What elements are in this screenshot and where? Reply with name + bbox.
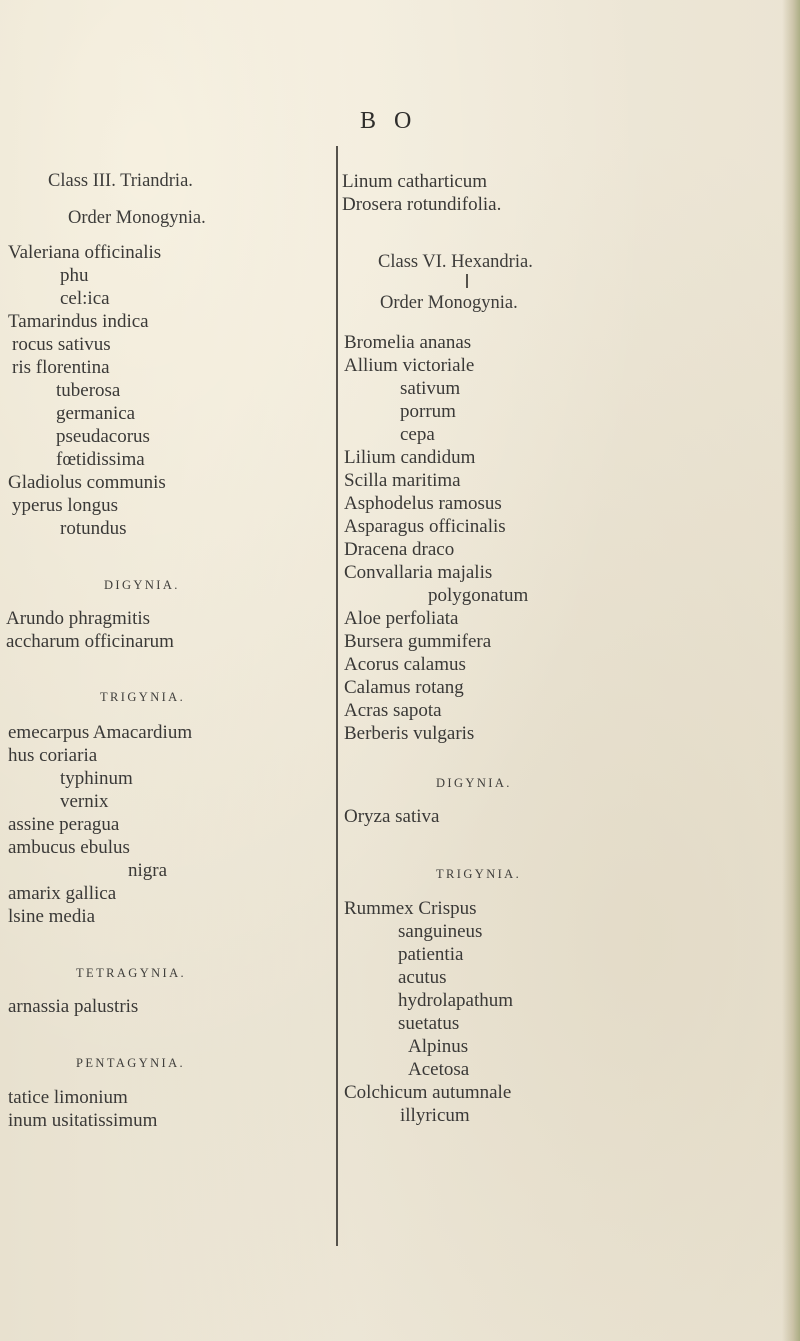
list-item: Valeriana officinalis	[8, 242, 162, 263]
list-item: nigra	[128, 860, 168, 881]
list-item: lsine media	[8, 906, 96, 927]
list-item: patientia	[398, 944, 464, 965]
list-item: cepa	[400, 424, 435, 445]
list-item: inum usitatissimum	[8, 1110, 158, 1131]
list-item: sativum	[400, 378, 461, 399]
list-item: sanguineus	[398, 921, 483, 942]
list-item: Dracena draco	[344, 539, 455, 560]
list-item: rotundus	[60, 518, 127, 539]
list-item: Calamus rotang	[344, 677, 464, 698]
list-item: Lilium candidum	[344, 447, 476, 468]
brace-mark	[466, 274, 468, 288]
class-heading: Class III. Triandria.	[48, 171, 193, 191]
list-item: Drosera rotundifolia.	[342, 194, 502, 215]
list-item: illyricum	[400, 1105, 470, 1126]
list-item: Allium victoriale	[344, 355, 475, 376]
list-item: Arundo phragmitis	[6, 608, 151, 629]
page-header: B O	[360, 108, 418, 134]
page-edge	[782, 0, 800, 1341]
list-item: typhinum	[60, 768, 133, 789]
list-item: assine peragua	[8, 814, 120, 835]
column-divider	[336, 146, 338, 1246]
list-item: Convallaria majalis	[344, 562, 493, 583]
class-heading: Class VI. Hexandria.	[378, 252, 533, 272]
list-item: Bromelia ananas	[344, 332, 472, 353]
order-heading: Order Monogynia.	[380, 293, 518, 313]
list-item: Aloe perfoliata	[344, 608, 459, 629]
list-item: Acras sapota	[344, 700, 442, 721]
section-heading: TRIGYNIA.	[436, 867, 522, 881]
list-item: Colchicum autumnale	[344, 1082, 512, 1103]
list-item: Bursera gummifera	[344, 631, 492, 652]
list-item: rocus sativus	[12, 334, 111, 355]
list-item: Scilla maritima	[344, 470, 461, 491]
list-item: vernix	[60, 791, 109, 812]
list-item: Rummex Crispus	[344, 898, 477, 919]
list-item: Oryza sativa	[344, 806, 440, 827]
list-item: Gladiolus communis	[8, 472, 166, 493]
order-heading: Order Monogynia.	[68, 208, 206, 228]
list-item: suetatus	[398, 1013, 460, 1034]
list-item: acutus	[398, 967, 447, 988]
list-item: Asparagus officinalis	[344, 516, 506, 537]
section-heading: PENTAGYNIA.	[76, 1056, 186, 1070]
list-item: polygonatum	[428, 585, 529, 606]
list-item: tatice limonium	[8, 1087, 128, 1108]
list-item: Acetosa	[408, 1059, 470, 1080]
list-item: Berberis vulgaris	[344, 723, 475, 744]
list-item: pseudacorus	[56, 426, 150, 447]
list-item: hus coriaria	[8, 745, 98, 766]
list-item: Linum catharticum	[342, 171, 488, 192]
list-item: yperus longus	[12, 495, 119, 516]
list-item: germanica	[56, 403, 136, 424]
list-item: Acorus calamus	[344, 654, 466, 675]
list-item: accharum officinarum	[6, 631, 174, 652]
section-heading: DIGYNIA.	[104, 578, 180, 592]
list-item: phu	[60, 265, 89, 286]
section-heading: TETRAGYNIA.	[76, 966, 187, 980]
list-item: fœtidissima	[56, 449, 145, 470]
list-item: amarix gallica	[8, 883, 117, 904]
list-item: ris florentina	[12, 357, 110, 378]
section-heading: DIGYNIA.	[436, 776, 512, 790]
list-item: Tamarindus indica	[8, 311, 149, 332]
section-heading: TRIGYNIA.	[100, 690, 186, 704]
list-item: cel:ica	[60, 288, 110, 309]
list-item: tuberosa	[56, 380, 121, 401]
list-item: Alpinus	[408, 1036, 469, 1057]
list-item: Asphodelus ramosus	[344, 493, 502, 514]
list-item: arnassia palustris	[8, 996, 139, 1017]
list-item: hydrolapathum	[398, 990, 514, 1011]
list-item: emecarpus Amacardium	[8, 722, 193, 743]
list-item: ambucus ebulus	[8, 837, 130, 858]
list-item: porrum	[400, 401, 456, 422]
